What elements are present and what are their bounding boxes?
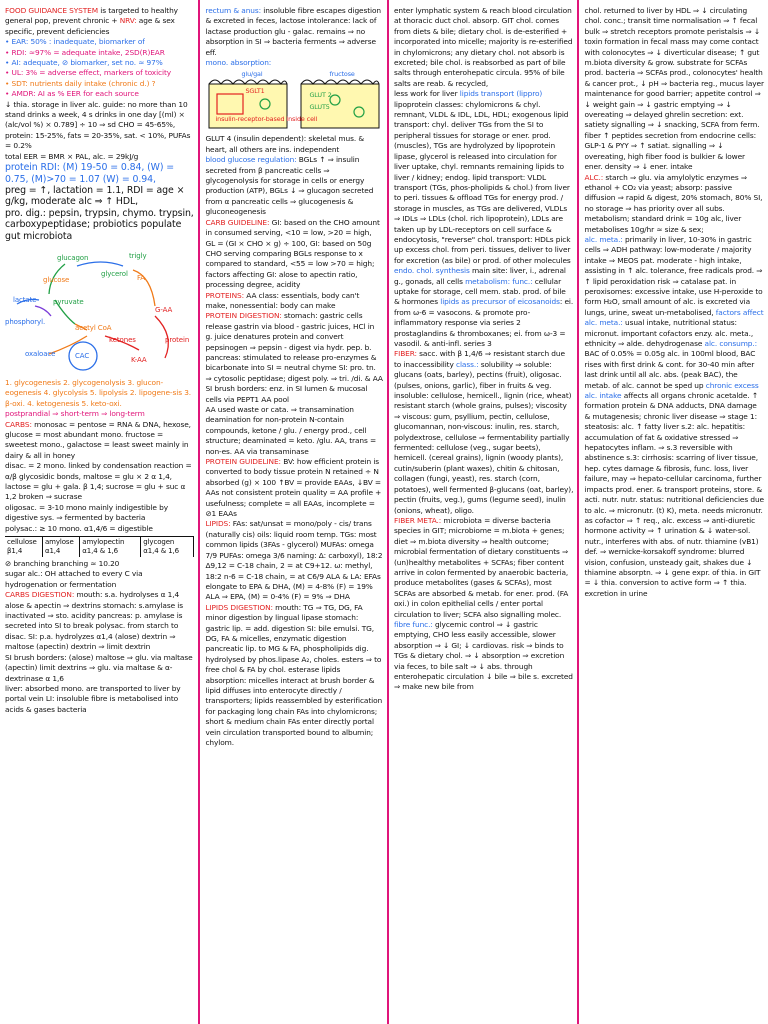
fiber-meta-text: microbiota = diverse bacteria species in GIT; microbiome = m.biota + genes; diet ⇒ m.biota diversity ⇒ health outcome; microbial fermentation of dietary constituents ⇒ (un)healthy metabolites + SCFAs; fiber content arrive in colon fermented by anaerobic bacteria, produce metabolites (gases & SCFAs), most SCFAs are absorbed & metab. for ener. prod. (FA oxi.) in colon epithelial cells / enter portal circulation to liver; SCFA also signalling molec. <box>393 515 569 619</box>
lactate-label: lactate <box>13 295 37 304</box>
ala-conversion-text: ALA ⇒ EPA, (M) = 0-4% (F) = 9% ⇒ DHA <box>205 592 350 602</box>
bg-regulation-text: BGLs ↑ ⇒ insulin secreted from β pancreatic cells ⇒ glycogenolysis for storage in cells or energy production (ATP), BGLs ↓ ⇒ glucagon secreted from α pancreatic cells ⇒ glucogenesis & gluconeogenesis <box>205 155 374 217</box>
fatty-acid-label: FA <box>137 273 145 282</box>
fiber-class-heading: class.: <box>456 359 479 369</box>
rdi-line: • RDI: ≈97% = adequate intake, 2SD(R)EAR <box>5 47 165 57</box>
carb-guideline-heading: CARB GUIDELINE: <box>205 217 270 227</box>
food-guidance-block <box>5 6 194 37</box>
metabolism-func-text: cellular uptake for storage, cell mem. stab. prod. of bile & hormones <box>393 276 566 307</box>
aa-use-text: AA used waste or cata. ⇒ transamination deamination for non-protein N-contain compounds, ketone / glu. / energy prod., cell structure; deaminated = keto. /glu. AA, trans = non-es. AA via transaminase <box>205 405 377 456</box>
glut4-text: GLUT 4 (insulin dependent): skeletal mus. & heart, all others are ins. independent <box>205 134 364 154</box>
lipids-text: FAs: sat/unsat = mono/poly - cis/ trans (naturally cis) oils: liquid room temp. TGs: most common lipids (3FAs - glycerol) MUFAs: omega 7/9 PUFAs: omega 3/6 naming: Δ: carboxyl), 18:2 Δ9,12 = C-18 chain, 2 = at C9+12. ω: methyl, 18:2 n-6 = C-18 chain, = at C6/9 ALA & LA: EFAs elongate to EPA & DHA, (M) = 4-8% (F) = 19% <box>205 519 383 591</box>
table-cell-glycogen: glycogen α1,4 & 1,6 <box>141 537 194 557</box>
amdr-line: • AMDR: AI as % EER for each source <box>5 89 139 99</box>
sugar-alc-text: sugar alc.: OH attached to every C via hydrogenation or fermentation <box>5 569 143 589</box>
branching-line: ⊘ branching branching ≈ 10.20 <box>5 559 120 569</box>
alc-meta-text: primarily in liver, 10-30% in gastric cells ⇒ ADH pathway: low-moderate / majority intake ⇒ MEOS pat. moderate - high intake, assisting in ↑ alc. tolerance, free radicals prod. ⇒ ↑ lipid peroxidation risk ⇒ catalase pat. in peroxisomes: excessive intake, use H-peroxide to form H₂O, small amount of alc. is excreted via lungs, urine, sweat un-metabolised, <box>584 234 763 317</box>
trigly-label: trigly <box>129 251 147 260</box>
column-2 <box>200 0 387 1024</box>
si-brush-text: SI brush borders: (alose) maltose ⇒ glu. via maltase (apectin) limit dextrins ⇒ glu. via maltase & α-dextrinase α 1,6 <box>5 652 193 683</box>
bg-regulation-heading: blood glucose regulation: <box>205 155 297 165</box>
lipid-transport-lead: less work for liver <box>393 89 460 99</box>
table-cell-amylopectin: amylopectin α1,4 & 1,6 <box>80 537 141 557</box>
endo-chol-heading: endo. chol. synthesis <box>393 266 470 276</box>
metabolism-func-heading: metabolism: func.: <box>465 276 533 286</box>
rectum-heading: rectum & anus: <box>205 6 262 15</box>
alc-meta-heading: alc. meta.: <box>584 234 623 244</box>
ul-line: • UL: 3% = adverse effect, markers of toxicity <box>5 68 172 78</box>
fructose-label: fructose <box>329 70 355 79</box>
factors-text: usual intake, nutritional status: micronut. important cofactors enzy. alc. meta., ethnicity ⇒ alde. dehydrogenase <box>584 318 754 348</box>
chronic-excess-heading: chronic excess alc. intake <box>584 380 759 401</box>
insulin-label: insulin-receptor-based inside cell <box>215 115 318 124</box>
alc-consumption-text: BAC of 0.05% = 0.05g alc. in 100ml blood, BAC rises with first drink & cont. for 30-40 min after last drink until all alc. abs. (peak BAC), the metab. of alc. cannot be sped up <box>584 349 756 390</box>
postprandial-line: postprandial ⇒ short-term ⇒ long-term <box>5 409 145 419</box>
absorption-diagram <box>205 70 383 132</box>
carb-guideline-text: GI: based on the CHO amount in consumed serving, <10 = low, >20 = high, GL = (GI × CHO × g) ÷ 100, GI: based on 50g CHO serving comparing BGLs response to x compared to standard, <55 = low >70 = high; factors affecting GI: alose to apectin ratio, processing degree, acidity <box>205 217 380 290</box>
ai-line: • AI: adequate, ⊘ biomarker, set no. ≈ 97% <box>5 58 163 68</box>
protein-guideline-heading: PROTEIN GUIDELINE: <box>205 457 281 467</box>
protein-digestion-text: stomach: gastric cells release gastrin via blood - gastric juices, HCl in g. juice denatures protein and convert pepsinogen ⇒ pepsin - digest via hydr. pep. b. pancreas: stimulated to release pro-enzymes & bicarbonate into SI = neutral chyme SI: pro. tn. ⇒ cytosolic peptidase; digest poly. ⇒ tri. /di. & AA SI brush borders: enz. in SI lumen & mucosal cells via PEPT1 AA pool <box>205 311 383 404</box>
column-1 <box>0 0 198 1024</box>
polysac-table <box>5 536 194 557</box>
food-guidance-heading: FOOD GUIDANCE SYSTEM <box>5 6 99 15</box>
factors-heading: factors affect alc. meta.: <box>584 307 764 328</box>
protein-guideline-text: BV: how efficient protein is converted to body tissue protein N retained ÷ N absorbed (g) × 100 ↑BV = provide EAAs, ↓BV = AAs not consistent protein quality = AA profile + usefulness; complete = all EAAs, incomplete = ⊘1 EAAs <box>205 457 382 519</box>
eicosanoid-heading: lipids as precursor of eicosanoids <box>440 297 560 307</box>
fibre-func-heading: fibre func.: <box>393 619 433 629</box>
column-4 <box>579 0 768 1024</box>
glut5-label: GLUT5 <box>309 103 330 112</box>
phosphoryl-label: phosphoryl. <box>5 317 46 326</box>
metabolism-diagram <box>5 246 194 374</box>
fiber-class-text: solubility ⇒ soluble: glucans (oats, barley), pectins (fruit), oligosac. (pulses, onions, garlic), fiber in fruits & veg. insoluble: cellulose, hemicell., lignin (rice, wheat) resistant starch (whole grains, pulses); viscosity ⇒ viscous: gum, psyllium, pectin, cellulose, glucomannan, non-viscous: inulin, res. starch, polydextrose, cellulose ⇒ fermentability partially fermented: cellulose (veg., sugar beets), hemicell. (cereal grains), lignin (woody plants), cutin/suberin (plant waxes), chitin & chitosan, collagen (fungi, yeast), res. starch (corn, potatoes), well fermented β-glucans (oat, barley), pectin (fruits, veg.), gums (legume seed), inulin (onions, wheat), oligo. <box>393 359 574 515</box>
ear-line: • EAR: 50% : inadequate, biomarker of <box>5 37 145 47</box>
alc-guide-text: ↓ thia. storage in liver alc. guide: no more than 10 stand drinks a week, 4 s drinks in one day [(ml) × (alc/vol %) × 0.789] ÷ 10 ⇒ sd CHO = 45-65%, protein: 15-25%, fats = 20-35%, sat. < 10%, PUFAs = 0.2% <box>5 99 191 151</box>
carbs-heading: CARBS: <box>5 419 32 429</box>
liver-text: liver: absorbed mono. are transported to liver by portal vein LI: insoluble fibre is metabolised into acids & gases bacteria <box>5 683 181 714</box>
alc-heading: ALC.: <box>584 172 604 182</box>
glycerol-label: glycerol <box>101 269 128 278</box>
alc-consumption-heading: alc. consump.: <box>704 339 758 348</box>
lipid-transport-text: lipoprotein classes: chylomicrons & chyl. remnant, VLDL & IDL, LDL, HDL; exogenous lipid transport: chyl. deliver TGs from the SI to peripheral tissues for storage or ener. prod. (muscles), TGs are hydrolyzed by lipoprotein lipase, glycerol is released into circulation for liver uptake, chyl. remnants remaining lipids to liver / kidney; endog. lipid transport: VLDL transport (TGs, phos-pholipids & chol.) from liver to peri. tissues & offload TGs for energy prod. / storage in muscles, as TGs are delivered, VLDLs ⇒ IDLs ⇒ LDLs (chol. rich lipoprotein), LDLs are taken up by LDL-receptors on cell surface & endocytosis, "reverse" chol. transport: HDLs pick up excess chol. from peri. tissues, deliver to liver for excretion (as bile) or prod. of other molecules <box>393 99 571 265</box>
oligosac-text: oligosac. = 3-10 mono mainly indigestible by digestive sys. ⇒ fermented by bacteria <box>5 502 168 523</box>
k-aa-label: K-AA <box>131 355 147 364</box>
sdt-line: • SDT: nutrients daily intake (chronic d.) ? <box>5 78 156 88</box>
fiber-text: sacc. with β 1,4/6 ⇒ resistant starch due to inaccessibility <box>393 349 565 369</box>
lipids-digestion-heading: LIPIDS DIGESTION: <box>205 602 273 612</box>
glut2-label: GLUT 2 <box>309 91 332 100</box>
sglt1-label: SGLT1 <box>245 87 265 96</box>
eer-text: total EER = BMR × PAL, alc. = 29kJ/g <box>5 151 139 161</box>
protein-rdi: protein RDI: (M) 19-50 = 0.84, (W) = 0.75, (M)>70 = 1.07 (W) = 0.94, <box>5 162 175 185</box>
lipids-digestion-text: mouth: TG ⇒ TG, DG, FA minor digestion by lingual lipase stomach: gastric lip. = add. digestion SI: bile emulsi. TG, DG, FA & micelles, enzymatic digestion pancreatic lip. to MG & FA, phospholipids dig. hydrolysed by phos.lipase A₂, choles. esters ⇒ to free chol & FA by chol. esterase lipids absorption: micelles interact at brush border & lipid diffuses into enterocyte directly / transporters; lipids reassembled by esterification for packaging long chain FAs into chylomicrons; short & medium chain FAs enter directly portal vein circulation transported bound to albumin; chylom. <box>205 602 383 747</box>
endo-chol-text: main site: liver, i., adrenal g., gonads, all cells <box>393 266 566 286</box>
rectum-text: insoluble fibre escapes digestion & excreted in feces, lactose intolerance: lack of lactase production glu - galac. remains ⇒ no absorption in SI ⇒ bacteria ferments ⇒ adverse eff. <box>205 6 381 57</box>
oxaloace-label: oxaloace <box>25 349 56 358</box>
column-3 <box>389 0 578 1024</box>
ketones-label: ketones <box>109 335 136 344</box>
glucose-label: glucose <box>43 275 70 284</box>
glu-gal-label: glu/gal <box>241 70 263 79</box>
carbs-digestion-text: mouth: s.a. hydrolyses α 1,4 alose & apectin ⇒ dextrins stomach: s.amylase is inactivated ⇒ sto. acidity pancreas: p. amylase is secreted into SI to break polysac. from starch to disac. SI: p.a. hydrolyzes α1,4 (alose) dextrin ⇒ maltose (apectin) dextrin ⇒ limit dextrin <box>5 590 183 652</box>
carbs-text: monosac = pentose = RNA & DNA, hexose, glucose = most abundant mono. fructose = sweetest mono., galactose = least sweet mainly in dairy & all in honey <box>5 419 191 460</box>
chronic-excess-text: affects all organs chronic acetalde. ↑ formation protein & DNA adducts, DNA damage & mutagenesis; chronic liver disease ⇒ stage 1: steatosis: alc. ↑ fatty liver s.2: alc. hepatitis: accumulation of fat & oxidative stressed ⇒ hepatocytes inflam. ⇒ s.3 reversible with abstinence s.3: cirrhosis: scarring of liver tissue, hep. cytes damage & fibrosis, func. loss, liver failure, may ⇒ hepato-cellular carcinoma, further impacts prod. ener. & transport proteins, store. & acti. nutr. nutr. status: nutritional deficiencies due to alc. ⇒ micronutr. (t) K), meta. needs micronutr. as cofactor ⇒ ↑ req., alc. excess ⇒ anti-diuretic hormone activity ⇒ ↑ urination & ↓ water-sol. nutr., interferes with abs. of nutr. thiamine (vB1) def. ⇒ wernicke-korsakoff syndrome: blurred vision, confusion, unsteady gait, shakes due ↓ thiamine absorptn. ⇒ ↓ gene expr. of thia. in GIT = ↓ thia. conversion to active form ⇒ ↑ thia. excretion in urine <box>584 391 764 598</box>
chol-absorption-text: enter lymphatic system & reach blood circulation at thoracic duct chol. absorp. GIT chol. comes from diets & bile; dietary chol. is de-esterified + incorporated into micelle; majority is re-esterified in chylomicrons; any dietary chol. not absorb is excreted; bile chol. is reabsorbed as part of bile salts through enterohepatic circula. 95% of bile salts are reab. & recycled, <box>393 6 573 88</box>
nrv-text: age & sex specific, prevent deficiencies <box>5 16 175 36</box>
fibre-benefits-text: chol. returned to liver by HDL ⇒ ↓ circulating chol. conc.; transit time normalisation ⇒ ↑ fecal bulk ⇒ stretch receptors promote peristalsis ⇒ ↓ toxin formation in fecal mass may come contact with colonocytes ⇒ ↓ diverticular disease; ↑ gut m.biota diversity & grow. substrate for SCFAs prod. bacteria ⇒ SCFAs prod., colonocytes' health & cancer prot., ↓ pH ⇒ bacteria reg., mucus layer maintenance for good barrier; appetite control ⇒ ↓ weight gain ⇒ ↓ gastric emptying ⇒ ↓ overeating ⇒ delayed ghrelin secretion: ext. satiety signalling ⇒ ↓ snacking, SCFA from ferm. fiber ↑ peptides secretion from endocrine cells: GLP-1 & PYY ⇒ ↑ satiat. signalling ⇒ ↓ overeating, high fiber food is bulkier & lower ener. density ⇒ ↓ ener. intake <box>584 6 764 172</box>
table-cell-amylose: amylose α1,4 <box>43 537 80 557</box>
pathways-list: 1. glycogenesis 2. glycogenolysis 3. glucon-eogenesis 4. glycolysis 5. lipolysis 2. lipogene-sis 3. β-oxi. 4. ketogenesis 5. keto-oxi. <box>5 377 192 408</box>
fiber-meta-heading: FIBER META.: <box>393 515 442 525</box>
polysac-text: polysac.: ≥ 10 mono. α1,4/6 = digestible <box>5 523 153 533</box>
carbs-digestion-heading: CARBS DIGESTION: <box>5 590 75 600</box>
mono-absorption-heading: mono. absorption: <box>205 58 272 68</box>
eicosanoid-text: : ei. from ω-6 = vasocons. & promote pro-inflammatory response via series 2 prostaglandins & thromboxanes; ei. from ω-3 = vasodil. & anti-infl. series 3 <box>393 297 574 348</box>
lipids-heading: LIPIDS: <box>205 519 231 529</box>
food-guidance-intro: is targeted to healthy general pop, prevent chronic + <box>5 6 178 26</box>
alc-text: starch ⇒ glu. via amylolytic enzymes ⇒ ethanol + CO₂ via yeast; absorp: passive diffusion ⇒ rapid & digest, 20% stomach, 80% SI, no storage ⇒ has priority over all subs. metabolism; standard drink = 10g alc, liver metabolises 10g/hr ≈ size & sex; <box>584 172 763 234</box>
g-aa-label: G-AA <box>155 305 173 314</box>
glucagon-label: glucagon <box>57 253 89 262</box>
pyruvate-label: pyruvate <box>53 297 84 306</box>
preg-text: preg = ↑, lactation = 1.1, RDI = age × g/kg, moderate alc ⇒ ↑ HDL, <box>5 184 185 208</box>
cac-label: CAC <box>75 351 90 360</box>
table-cell-cellulose: cellulose β1,4 <box>5 537 43 557</box>
nrv-label: NRV: <box>119 16 137 26</box>
proteins-heading: PROTEINS: <box>205 290 245 300</box>
pro-dig-text: pro. dig.: pepsin, trypsin, chymo. trypsin, carboxypeptidase; probiotics populate gut microbiota <box>5 207 194 242</box>
acetyl-coa-label: acetyl CoA <box>75 323 112 332</box>
disac-text: disac. = 2 mono. linked by condensation reaction = α/β glycosidic bonds, maltose = glu × 2 α 1,4, lactose = glu + gala. β 1,4; sucrose = glu + suc α 1,2 broken ⇒ sucrase <box>5 461 192 502</box>
lipid-transport-heading: lipids transport (lippro) <box>459 89 543 99</box>
protein-digestion-heading: PROTEIN DIGESTION: <box>205 311 282 321</box>
fiber-heading: FIBER: <box>393 349 417 359</box>
protein-label: protein <box>165 335 190 344</box>
fibre-func-text: glycemic control ⇒ ↓ gastric emptying, CHO less easily accessible, slower absorption ⇒ ↓ GI; ↓ cardiovas. risk ⇒ binds to TGs & dietary chol. ⇒ ↓ absorption ⇒ excretion via feces, to bile salt ⇒ ↓ abs. through enterohepatic circulation ↓ bile ⇒ bile s. excreted ⇒ make new bile from <box>393 619 573 692</box>
proteins-text: AA class: essentials, body can't make, nonessential: body can make <box>205 290 360 310</box>
